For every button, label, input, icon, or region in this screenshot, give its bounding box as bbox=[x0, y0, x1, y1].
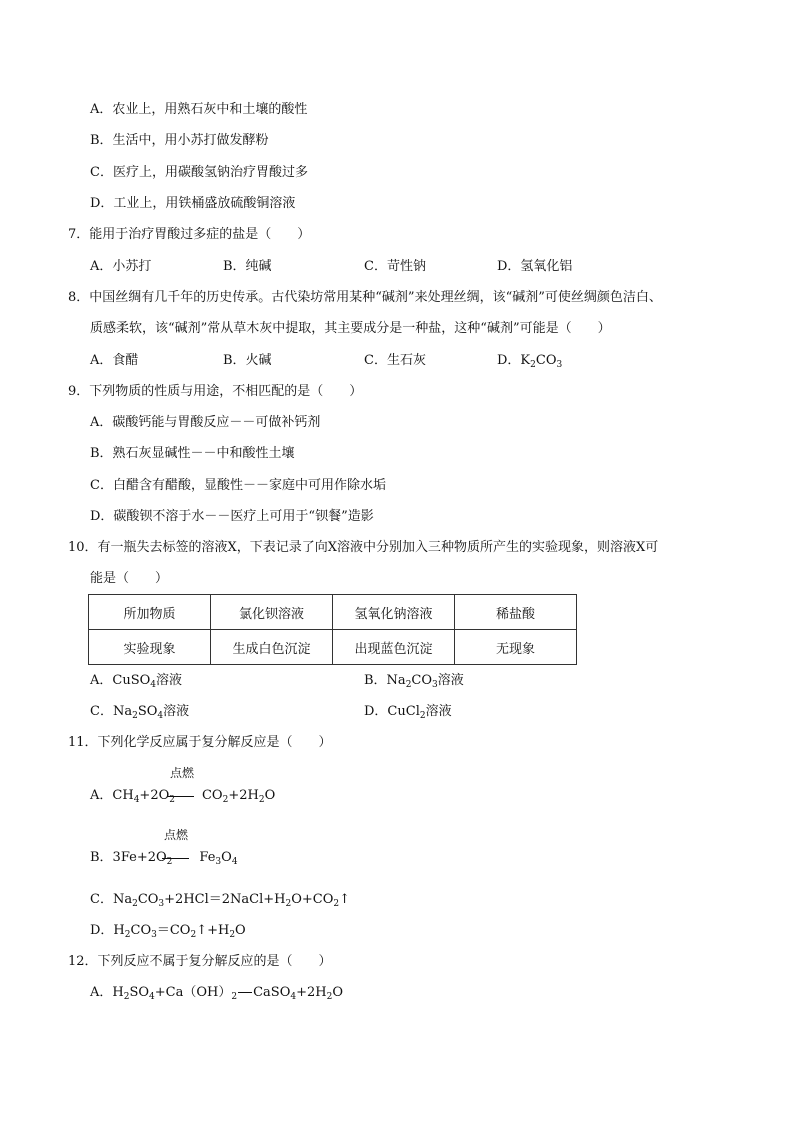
reaction-line bbox=[162, 858, 189, 859]
reaction-line bbox=[167, 796, 194, 797]
q8-option-d: D．$K_2CO_3$ bbox=[497, 353, 563, 370]
q10-option-c: C．$Na_2SO_4$溶液 bbox=[90, 704, 190, 721]
table-cell: 无现象 bbox=[455, 630, 577, 665]
q9-stem: 9．下列物质的性质与用途，不相匹配的是（ ） bbox=[68, 384, 363, 399]
q7-stem: 7．能用于治疗胃酸过多症的盐是（ ） bbox=[68, 227, 311, 242]
q10-option-b: B．$Na_2CO_3$溶液 bbox=[364, 673, 464, 690]
q11-option-d: D．$H_2CO_3=CO_2↑+H_2O$ bbox=[90, 923, 246, 940]
q6-option-c: C．医疗上，用碳酸氢钠治疗胃酸过多 bbox=[90, 165, 308, 180]
q10-option-a: A．CuSO$_4$溶液 bbox=[90, 673, 183, 690]
q9-option-a: A．碳酸钙能与胃酸反应－－可做补钙剂 bbox=[90, 415, 321, 430]
table-cell: 氢氧化钠溶液 bbox=[333, 595, 455, 630]
q7-option-a: A．小苏打 bbox=[90, 259, 152, 274]
table-cell: 实验现象 bbox=[89, 630, 211, 665]
table-cell: 稀盐酸 bbox=[455, 595, 577, 630]
q8-stem-line1: 8．中国丝绸有几千年的历史传承。古代染坊常用某种“碱剂”来处理丝绸，该“碱剂”可使丝绸颜色洁白、 bbox=[68, 290, 662, 305]
q8-option-b: B．火碱 bbox=[223, 353, 272, 368]
reaction-condition-label: 点燃 bbox=[170, 766, 195, 780]
q10-stem-line2: 能是（ ） bbox=[90, 571, 169, 586]
table-cell: 出现蓝色沉淀 bbox=[333, 630, 455, 665]
q9-option-c: C．白醋含有醋酸，显酸性－－家庭中可用作除水垢 bbox=[90, 478, 386, 493]
table-cell: 氯化钡溶液 bbox=[211, 595, 333, 630]
q7-option-b: B．纯碱 bbox=[223, 259, 272, 274]
q8-stem-line2: 质感柔软，该“碱剂”常从草木灰中提取，其主要成分是一种盐，这种“碱剂”可能是（ ） bbox=[90, 321, 611, 336]
q6-option-d: D．工业上，用铁桶盛放硫酸铜溶液 bbox=[90, 196, 296, 211]
q11-option-b: B．$3Fe+2O_2$ $Fe_3O_4$ bbox=[90, 850, 238, 867]
q9-option-b: B．熟石灰显碱性－－中和酸性土壤 bbox=[90, 446, 295, 461]
q6-option-b: B．生活中，用小苏打做发酵粉 bbox=[90, 133, 269, 148]
table-cell: 生成白色沉淀 bbox=[211, 630, 333, 665]
q10-table bbox=[88, 594, 577, 665]
q6-option-a: A．农业上，用熟石灰中和土壤的酸性 bbox=[90, 102, 308, 117]
reaction-condition-label: 点燃 bbox=[164, 828, 189, 842]
q12-option-a: A．$H_2SO_4+Ca(OH)_2$ $CaSO_4+2H_2O$ bbox=[90, 985, 344, 1002]
q7-option-c: C．苛性钠 bbox=[364, 259, 426, 274]
q11-option-a: A．$CH_4+2O_2$ $CO_2+2H_2O$ bbox=[90, 788, 276, 805]
table-cell: 所加物质 bbox=[89, 595, 211, 630]
q10-stem-line1: 10．有一瓶失去标签的溶液X，下表记录了向X溶液中分别加入三种物质所产生的实验现象，则溶液X可 bbox=[68, 540, 659, 555]
q11-stem: 11．下列化学反应属于复分解反应是（ ） bbox=[68, 735, 332, 750]
table-row bbox=[89, 595, 577, 630]
q7-option-d: D．氢氧化铝 bbox=[497, 259, 573, 274]
q11-option-c: C．$Na_2CO_3+2HCl=2NaCl+H_2O+CO_2↑$ bbox=[90, 892, 351, 909]
q9-option-d: D．碳酸钡不溶于水－－医疗上可用于“钡餐”造影 bbox=[90, 509, 374, 524]
q8-option-c: C．生石灰 bbox=[364, 353, 426, 368]
q8-option-a: A．食醋 bbox=[90, 353, 139, 368]
q12-stem: 12．下列反应不属于复分解反应的是（ ） bbox=[68, 954, 332, 969]
table-row bbox=[89, 630, 577, 665]
q10-option-d: D．CuCl$_2$溶液 bbox=[364, 704, 452, 721]
